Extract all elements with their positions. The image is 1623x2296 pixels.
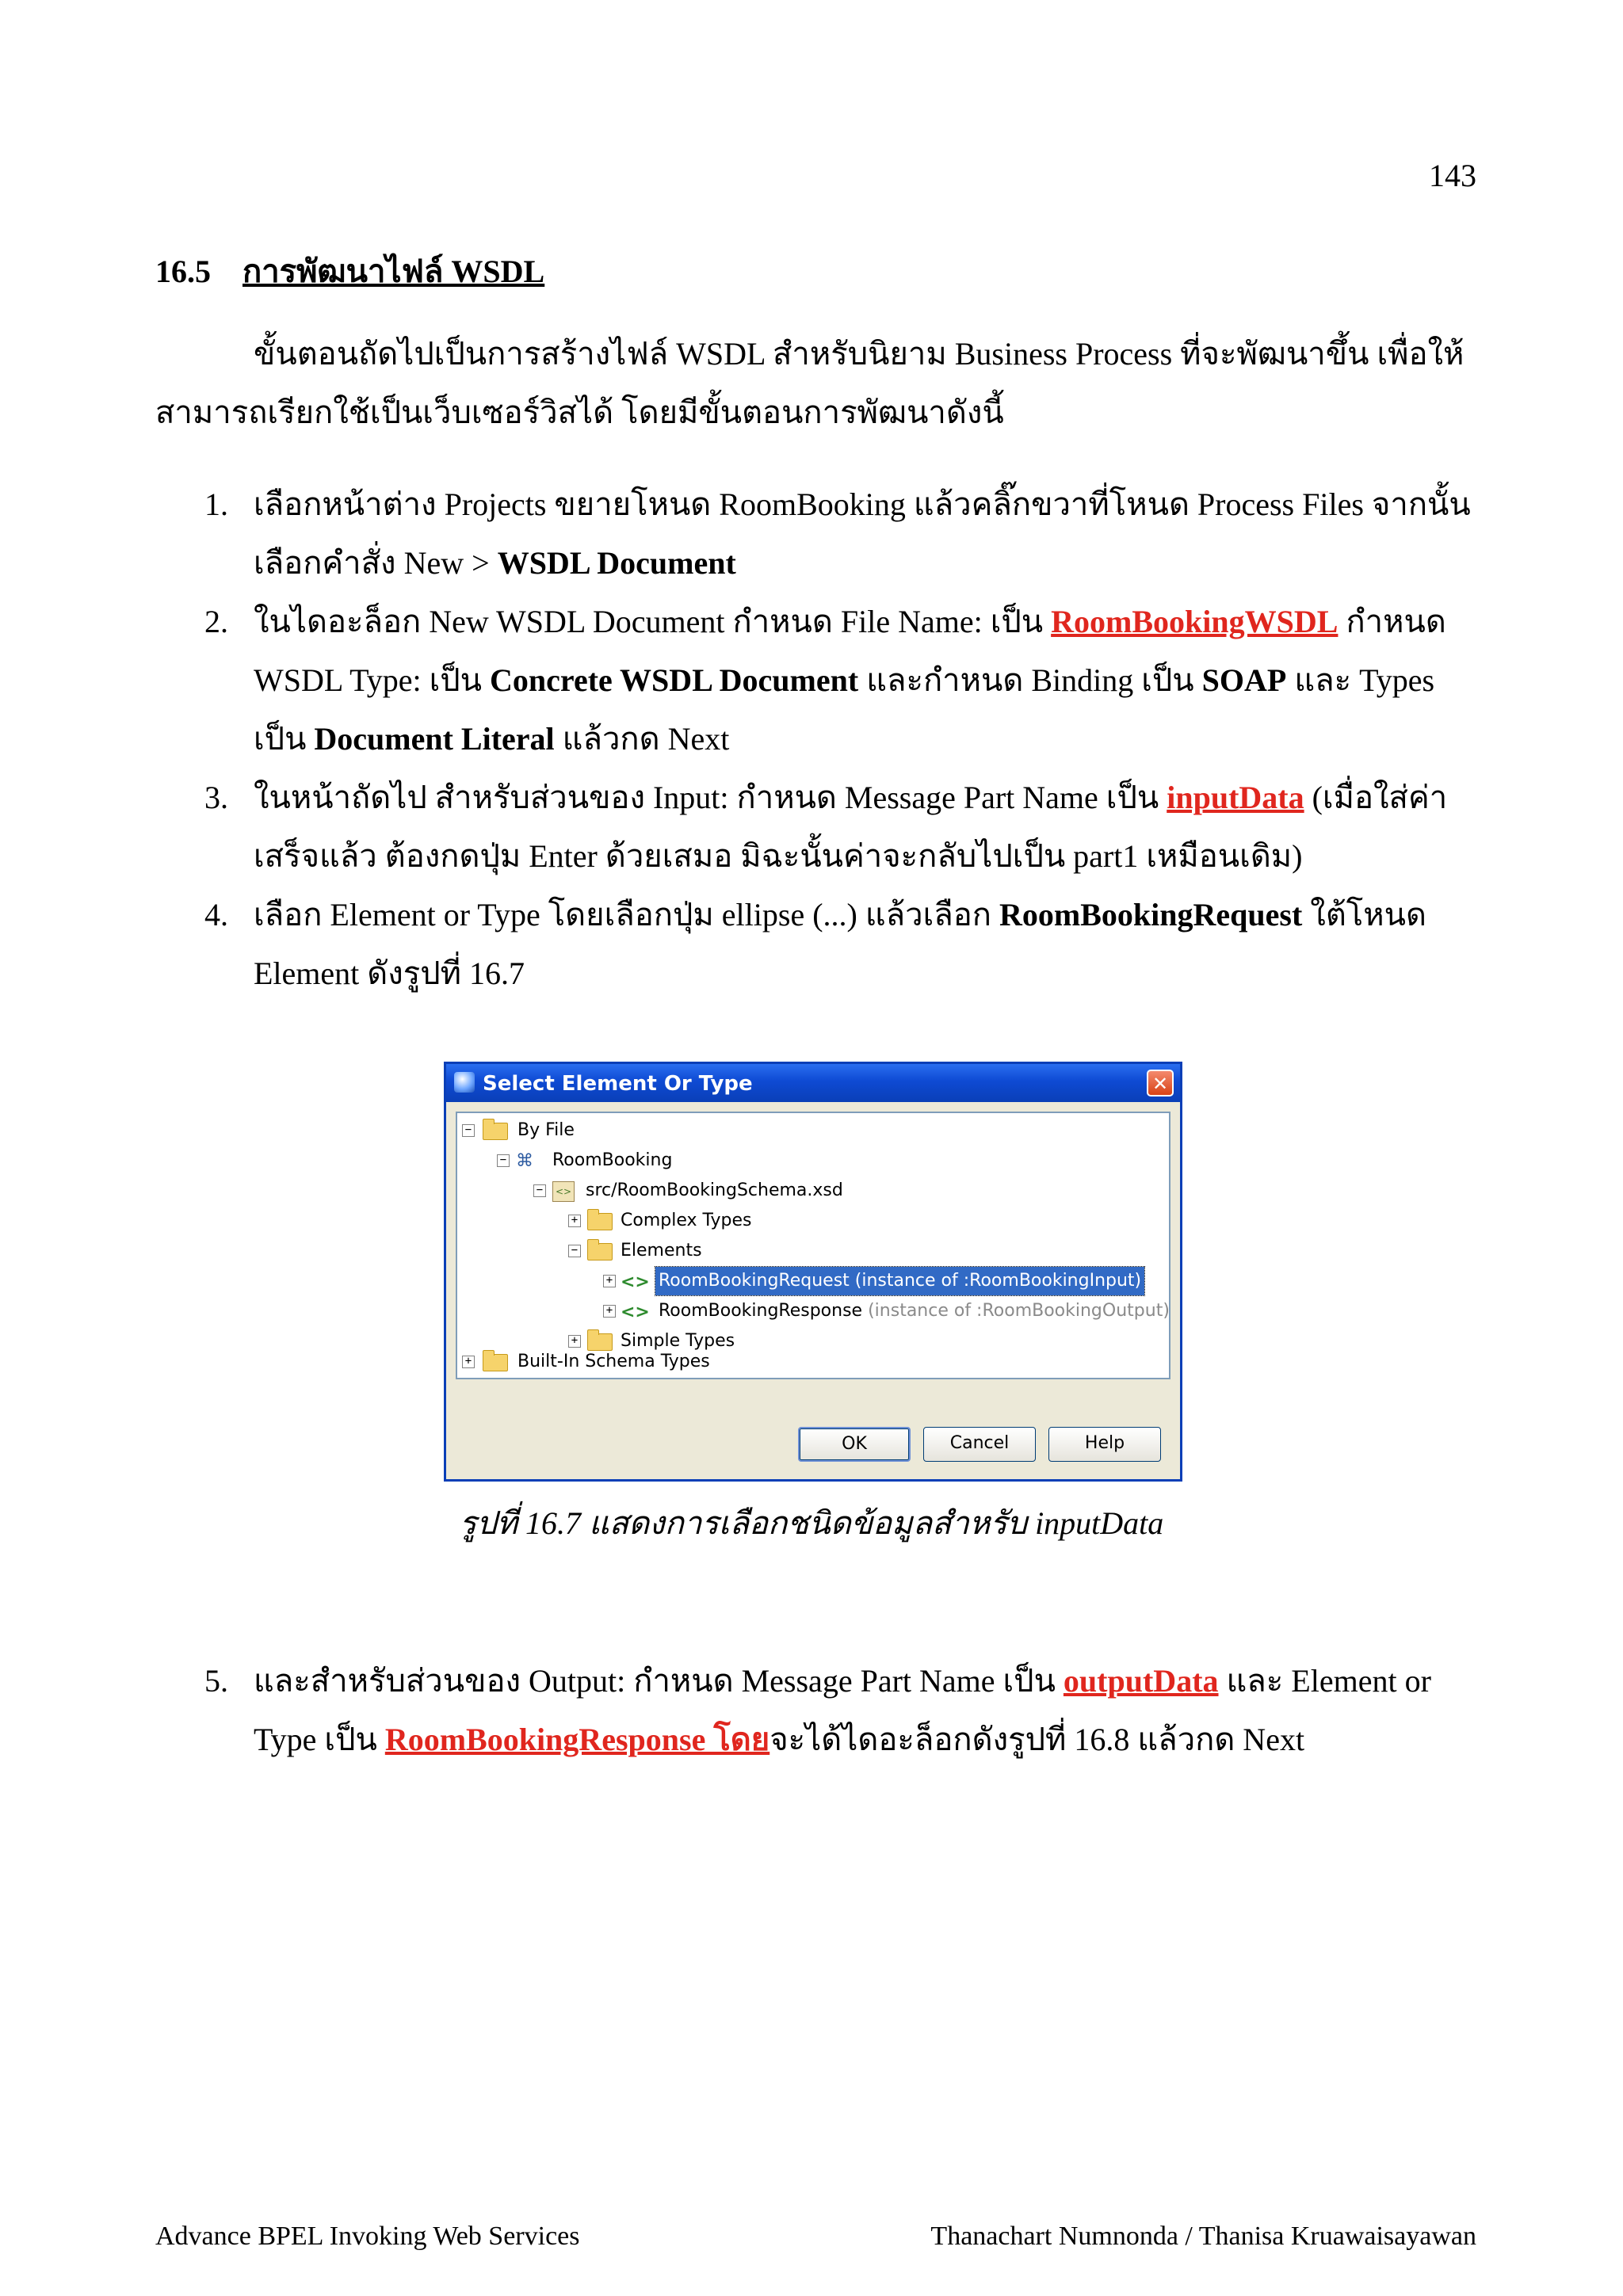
step-text: และ Types เป็น bbox=[254, 662, 1435, 757]
folder-icon bbox=[587, 1213, 613, 1230]
tree-label: Elements bbox=[621, 1241, 702, 1261]
dialog-title: Select Element Or Type bbox=[483, 1072, 753, 1096]
step-highlight: RoomBookingResponse โดย bbox=[384, 1722, 770, 1757]
folder-open-icon bbox=[483, 1123, 508, 1140]
step-bold: SOAP bbox=[1201, 662, 1287, 698]
footer-left: Advance BPEL Invoking Web Services bbox=[155, 2222, 580, 2251]
collapse-icon[interactable]: − bbox=[497, 1154, 510, 1167]
step-bold: Concrete WSDL Document bbox=[490, 662, 859, 698]
element-type: (instance of :RoomBookingOutput) bbox=[862, 1301, 1170, 1321]
step-text: เลือกหน้าต่าง Projects ขยายโหนด RoomBooking แล้วคลิ๊กขวาที่โหนด Process Files จากนั้นเลือกคำสั่ง New > bbox=[254, 486, 1471, 581]
expand-icon[interactable]: + bbox=[568, 1215, 581, 1227]
step-text: และสำหรับส่วนของ Output: กำหนด Message Part Name เป็น bbox=[254, 1663, 1064, 1699]
tree-label bbox=[659, 1297, 1170, 1325]
step-highlight: RoomBookingWSDL bbox=[1051, 604, 1338, 639]
step-bold: Document Literal bbox=[314, 721, 555, 757]
tree-label: src/RoomBookingSchema.xsd bbox=[586, 1180, 843, 1200]
folder-icon bbox=[483, 1354, 508, 1371]
collapse-icon[interactable]: − bbox=[568, 1245, 581, 1257]
step-text: แล้วกด Next bbox=[554, 721, 730, 757]
project-icon: ⌘ bbox=[516, 1151, 533, 1171]
cancel-button[interactable]: Cancel bbox=[923, 1427, 1036, 1462]
step-number: 1. bbox=[204, 486, 228, 522]
step-text: ในไดอะล็อก New WSDL Document กำหนด File Name: เป็น bbox=[254, 604, 1052, 639]
figure-caption: รูปที่ 16.7 แสดงการเลือกชนิดข้อมูลสำหรับ inputData bbox=[459, 1505, 1164, 1541]
step-highlight: outputData bbox=[1063, 1663, 1219, 1699]
expand-icon[interactable]: + bbox=[462, 1356, 475, 1368]
step-3 bbox=[155, 769, 1471, 886]
step-number: 2. bbox=[204, 604, 228, 639]
tree-label: Simple Types bbox=[621, 1331, 735, 1351]
step-4 bbox=[155, 886, 1471, 1003]
steps-list bbox=[155, 475, 1471, 1003]
step-text: ในหน้าถัดไป สำหรับส่วนของ Input: กำหนด Message Part Name เป็น bbox=[254, 780, 1167, 815]
step-text: และกำหนด Binding เป็น bbox=[858, 662, 1202, 698]
step-bold: RoomBookingRequest bbox=[999, 897, 1303, 933]
step-number: 4. bbox=[204, 897, 228, 933]
element-icon: <> bbox=[621, 1302, 650, 1322]
element-icon: <> bbox=[621, 1272, 650, 1292]
element-name: RoomBookingResponse bbox=[659, 1301, 863, 1321]
section-heading bbox=[155, 246, 544, 296]
step-text: (เมื่อใส่ค่าเสร็จแล้ว ต้องกดปุ่ม Enter ด้วยเสมอ มิฉะนั้นค่าจะกลับไปเป็น part1 เหมือนเดิม) bbox=[254, 780, 1448, 874]
folder-open-icon bbox=[587, 1243, 613, 1261]
tree-label: By File bbox=[517, 1120, 575, 1140]
tree-label: Complex Types bbox=[621, 1211, 752, 1230]
tree-label-selected: RoomBookingRequest (instance of :RoomBookingInput) bbox=[655, 1267, 1144, 1295]
step-number: 5. bbox=[204, 1663, 228, 1699]
step-highlight: inputData bbox=[1167, 780, 1304, 815]
expand-icon[interactable]: + bbox=[568, 1335, 581, 1348]
step-2 bbox=[155, 593, 1471, 769]
step-text: เลือก Element or Type โดยเลือกปุ่ม ellipse (...) แล้วเลือก bbox=[254, 897, 1000, 933]
step-1 bbox=[155, 475, 1471, 593]
help-button[interactable]: Help bbox=[1048, 1427, 1161, 1462]
step-5 bbox=[155, 1652, 1471, 1769]
step-text: จะได้ไดอะล็อกดังรูปที่ 16.8 แล้วกด Next bbox=[769, 1722, 1305, 1757]
step-number: 3. bbox=[204, 780, 228, 815]
ok-button[interactable]: OK bbox=[798, 1427, 911, 1462]
tree-label: Built-In Schema Types bbox=[517, 1352, 710, 1371]
footer-right: Thanachart Numnonda / Thanisa Kruawaisayawan bbox=[930, 2222, 1476, 2251]
collapse-icon[interactable]: − bbox=[462, 1124, 475, 1137]
xsd-file-icon: <> bbox=[552, 1181, 575, 1202]
netbeans-icon bbox=[454, 1072, 475, 1093]
intro-text: ขั้นตอนถัดไปเป็นการสร้างไฟล์ WSDL สำหรับนิยาม Business Process ที่จะพัฒนาขึ้น เพื่อให้สามารถเรียกใช้เป็นเว็บเซอร์วิสได้ โดยมีขั้นตอนการพัฒนาดังนี้ bbox=[155, 336, 1465, 430]
section-number: 16.5 bbox=[155, 254, 211, 289]
select-element-dialog bbox=[444, 1062, 1182, 1482]
expand-icon[interactable]: + bbox=[603, 1305, 616, 1318]
step-text: กำหนด WSDL Type: เป็น bbox=[254, 604, 1446, 698]
step-text: และ Element or Type เป็น bbox=[254, 1663, 1431, 1757]
expand-icon[interactable]: + bbox=[603, 1275, 616, 1287]
close-button[interactable]: ✕ bbox=[1147, 1070, 1174, 1097]
section-title: การพัฒนาไฟล์ WSDL bbox=[242, 254, 545, 289]
intro-paragraph bbox=[155, 325, 1471, 442]
type-tree[interactable] bbox=[456, 1112, 1170, 1379]
page-number: 143 bbox=[1429, 158, 1476, 193]
step-bold: WSDL Document bbox=[497, 545, 736, 581]
step-text: ใต้โหนด Element ดังรูปที่ 16.7 bbox=[254, 897, 1426, 991]
tree-label: RoomBooking bbox=[552, 1150, 673, 1170]
dialog-titlebar[interactable] bbox=[446, 1064, 1180, 1102]
steps-list-continued bbox=[155, 1652, 1471, 1769]
collapse-icon[interactable]: − bbox=[533, 1184, 546, 1197]
